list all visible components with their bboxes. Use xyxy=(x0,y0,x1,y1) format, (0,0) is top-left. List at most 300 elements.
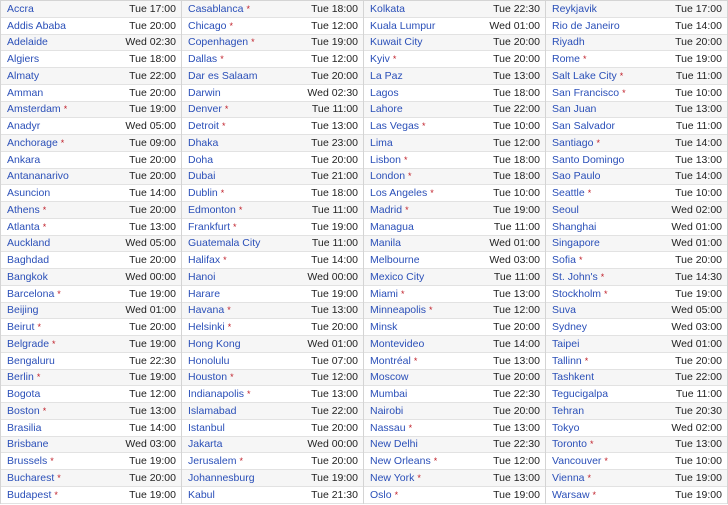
local-time: Tue 14:30 xyxy=(675,270,722,283)
city-link[interactable]: Accra xyxy=(7,2,34,15)
city-row xyxy=(182,420,363,437)
city-row xyxy=(182,202,363,219)
city-cell xyxy=(188,20,233,32)
city-link[interactable]: Islamabad xyxy=(188,404,237,417)
city-link[interactable]: Mumbai xyxy=(370,388,408,401)
city-row xyxy=(546,51,727,68)
local-time: Tue 12:00 xyxy=(311,19,358,32)
city-row xyxy=(364,487,545,504)
local-time: Tue 19:00 xyxy=(675,471,722,484)
dst-marker: * xyxy=(587,472,592,483)
city-cell xyxy=(370,405,403,417)
local-time: Tue 11:00 xyxy=(675,120,722,133)
city-link[interactable]: Tegucigalpa xyxy=(552,388,609,401)
city-cell xyxy=(7,489,58,501)
city-link[interactable]: Bangkok xyxy=(7,270,48,283)
city-link[interactable]: Tallinn xyxy=(552,354,582,367)
city-link[interactable]: Lisbon xyxy=(370,153,401,166)
dst-marker: * xyxy=(413,355,418,366)
city-link[interactable]: Beirut xyxy=(7,321,35,334)
dst-marker: * xyxy=(52,338,56,349)
city-link[interactable]: Asuncion xyxy=(7,187,51,200)
local-time: Tue 20:00 xyxy=(311,153,358,166)
city-row xyxy=(546,185,727,202)
city-link[interactable]: Los Angeles xyxy=(370,187,428,200)
city-row xyxy=(1,453,181,470)
local-time: Tue 20:00 xyxy=(129,254,176,267)
dst-marker: * xyxy=(422,121,426,132)
city-row xyxy=(182,386,363,403)
city-cell xyxy=(188,422,225,434)
city-cell xyxy=(188,237,260,249)
city-link[interactable]: San Salvador xyxy=(552,120,616,133)
city-link[interactable]: Lahore xyxy=(370,103,403,116)
city-link[interactable]: Bengaluru xyxy=(7,354,55,367)
city-row xyxy=(182,269,363,286)
local-time: Tue 11:00 xyxy=(493,220,540,233)
city-cell xyxy=(370,254,420,266)
city-link[interactable]: Brisbane xyxy=(7,438,49,451)
city-cell xyxy=(370,70,403,82)
city-link[interactable]: New York xyxy=(370,471,415,484)
city-link[interactable]: Tashkent xyxy=(552,371,595,384)
local-time: Wed 03:00 xyxy=(125,438,176,451)
city-link[interactable]: La Paz xyxy=(370,69,403,82)
city-link[interactable]: Rio de Janeiro xyxy=(552,19,620,32)
city-row xyxy=(1,18,181,35)
dst-marker: * xyxy=(417,472,421,483)
city-link[interactable]: Nassau xyxy=(370,421,406,434)
dst-marker: * xyxy=(408,422,413,433)
city-cell xyxy=(7,254,49,266)
city-link[interactable]: Moscow xyxy=(370,371,409,384)
city-link[interactable]: Copenhagen xyxy=(188,36,249,49)
city-cell xyxy=(370,355,417,367)
local-time: Tue 20:00 xyxy=(493,371,540,384)
city-link[interactable]: Salt Lake City xyxy=(552,69,617,82)
local-time: Tue 12:00 xyxy=(311,371,358,384)
city-row xyxy=(1,319,181,336)
city-link[interactable]: Montréal xyxy=(370,354,411,367)
city-link[interactable]: Frankfurt xyxy=(188,220,231,233)
city-row xyxy=(182,68,363,85)
city-link[interactable]: San Francisco xyxy=(552,86,620,99)
city-link[interactable]: Lagos xyxy=(370,86,399,99)
city-cell xyxy=(552,137,600,149)
dst-marker: * xyxy=(42,221,47,232)
local-time: Tue 14:00 xyxy=(129,421,176,434)
city-link[interactable]: Beijing xyxy=(7,304,39,317)
dst-marker: * xyxy=(36,372,41,383)
city-cell xyxy=(7,288,61,300)
city-row xyxy=(1,169,181,186)
city-cell xyxy=(188,3,250,15)
dst-marker: * xyxy=(578,255,583,266)
city-row xyxy=(546,152,727,169)
city-link[interactable]: Chicago xyxy=(188,19,227,32)
city-row xyxy=(182,118,363,135)
city-cell xyxy=(7,472,61,484)
city-cell xyxy=(552,355,588,367)
local-time: Tue 10:00 xyxy=(675,86,722,99)
local-time: Wed 01:00 xyxy=(307,337,358,350)
local-time: Tue 10:00 xyxy=(675,187,722,200)
city-cell xyxy=(370,120,426,132)
city-row xyxy=(364,303,545,320)
dst-marker: * xyxy=(37,322,41,333)
city-link[interactable]: Halifax xyxy=(188,254,221,267)
dst-marker: * xyxy=(251,37,255,48)
city-link[interactable]: New Delhi xyxy=(370,438,418,451)
local-time: Tue 20:00 xyxy=(311,421,358,434)
city-cell xyxy=(370,271,424,283)
city-cell xyxy=(7,304,39,316)
city-cell xyxy=(552,422,579,434)
city-link[interactable]: Miami xyxy=(370,287,398,300)
city-link[interactable]: Auckland xyxy=(7,237,51,250)
local-time: Tue 13:00 xyxy=(311,388,358,401)
city-cell xyxy=(188,338,241,350)
city-link[interactable]: Brasilia xyxy=(7,421,42,434)
city-link[interactable]: Managua xyxy=(370,220,414,233)
city-cell xyxy=(552,288,608,300)
city-link[interactable]: Seattle xyxy=(552,187,585,200)
city-cell xyxy=(188,254,227,266)
local-time: Tue 14:00 xyxy=(311,254,358,267)
city-link[interactable]: Tehran xyxy=(552,404,585,417)
city-row xyxy=(1,118,181,135)
city-row xyxy=(1,152,181,169)
local-time: Tue 19:00 xyxy=(675,53,722,66)
city-link[interactable]: Antananarivo xyxy=(7,170,69,183)
city-link[interactable]: Riyadh xyxy=(552,36,585,49)
city-row xyxy=(1,35,181,52)
city-cell xyxy=(188,87,221,99)
city-link[interactable]: Harare xyxy=(188,287,221,300)
city-link[interactable]: Las Vegas xyxy=(370,120,420,133)
city-row xyxy=(546,118,727,135)
city-link[interactable]: Jakarta xyxy=(188,438,223,451)
city-link[interactable]: Oslo xyxy=(370,488,392,501)
dst-marker: * xyxy=(227,305,231,316)
city-link[interactable]: Casablanca xyxy=(188,2,244,15)
city-cell xyxy=(7,120,40,132)
city-link[interactable]: Belgrade xyxy=(7,337,50,350)
city-cell xyxy=(188,304,231,316)
city-row xyxy=(1,403,181,420)
dst-marker: * xyxy=(57,288,61,299)
dst-marker: * xyxy=(224,104,229,115)
city-cell xyxy=(552,304,576,316)
local-time: Tue 22:00 xyxy=(675,371,722,384)
city-cell xyxy=(552,371,594,383)
city-row xyxy=(364,437,545,454)
city-row xyxy=(1,420,181,437)
city-link[interactable]: Santo Domingo xyxy=(552,153,625,166)
city-row xyxy=(182,236,363,253)
city-link[interactable]: Sydney xyxy=(552,321,588,334)
city-row xyxy=(364,420,545,437)
city-link[interactable]: Edmonton xyxy=(188,203,236,216)
city-cell xyxy=(7,187,50,199)
city-link[interactable]: Singapore xyxy=(552,237,600,250)
dst-marker: * xyxy=(592,489,597,500)
city-link[interactable]: Hong Kong xyxy=(188,337,241,350)
city-link[interactable]: Houston xyxy=(188,371,228,384)
city-link[interactable]: Montevideo xyxy=(370,337,425,350)
city-row xyxy=(364,118,545,135)
local-time: Tue 20:00 xyxy=(493,321,540,334)
city-row xyxy=(182,169,363,186)
city-link[interactable]: Berlin xyxy=(7,371,34,384)
city-row xyxy=(182,185,363,202)
city-row xyxy=(364,286,545,303)
city-link[interactable]: Budapest xyxy=(7,488,52,501)
city-cell xyxy=(188,388,251,400)
city-link[interactable]: San Juan xyxy=(552,103,597,116)
city-row xyxy=(1,236,181,253)
city-link[interactable]: Bogota xyxy=(7,388,41,401)
city-row xyxy=(546,35,727,52)
local-time: Tue 14:00 xyxy=(675,19,722,32)
city-link[interactable]: London xyxy=(370,170,406,183)
city-link[interactable]: Minneapolis xyxy=(370,304,427,317)
local-time: Tue 22:00 xyxy=(311,404,358,417)
city-link[interactable]: Amman xyxy=(7,86,44,99)
city-cell xyxy=(188,137,218,149)
city-link[interactable]: New Orleans xyxy=(370,455,431,468)
city-link[interactable]: Warsaw xyxy=(552,488,590,501)
city-row xyxy=(364,219,545,236)
city-row xyxy=(1,437,181,454)
city-link[interactable]: Tokyo xyxy=(552,421,580,434)
city-cell xyxy=(7,70,39,82)
local-time: Tue 12:00 xyxy=(493,455,540,468)
local-time: Wed 00:00 xyxy=(307,438,358,451)
city-link[interactable]: Doha xyxy=(188,153,214,166)
dst-marker: * xyxy=(403,154,408,165)
city-cell xyxy=(7,137,64,149)
city-row xyxy=(364,202,545,219)
city-link[interactable]: Vancouver xyxy=(552,455,602,468)
city-link[interactable]: Kyiv xyxy=(370,53,390,66)
city-row xyxy=(182,286,363,303)
city-cell xyxy=(7,405,46,417)
city-link[interactable]: Denver xyxy=(188,103,222,116)
dst-marker: * xyxy=(408,171,412,182)
city-link[interactable]: Vienna xyxy=(552,471,585,484)
city-link[interactable]: Istanbul xyxy=(188,421,225,434)
city-row xyxy=(546,102,727,119)
city-cell xyxy=(188,288,220,300)
local-time: Tue 10:00 xyxy=(675,455,722,468)
city-row xyxy=(182,470,363,487)
city-row xyxy=(546,303,727,320)
city-row xyxy=(1,353,181,370)
city-link[interactable]: Lima xyxy=(370,136,393,149)
local-time: Wed 00:00 xyxy=(125,270,176,283)
local-time: Wed 02:30 xyxy=(125,36,176,49)
city-row xyxy=(182,102,363,119)
local-time: Tue 13:00 xyxy=(311,304,358,317)
dst-marker: * xyxy=(220,188,225,199)
city-cell xyxy=(7,422,41,434)
city-link[interactable]: Dhaka xyxy=(188,136,219,149)
city-row xyxy=(1,269,181,286)
city-link[interactable]: Seoul xyxy=(552,203,579,216)
local-time: Tue 19:00 xyxy=(129,371,176,384)
city-link[interactable]: Algiers xyxy=(7,53,40,66)
city-cell xyxy=(188,120,225,132)
city-cell xyxy=(7,271,48,283)
city-cell xyxy=(370,438,418,450)
city-row xyxy=(1,487,181,504)
city-cell xyxy=(370,489,398,501)
city-row xyxy=(546,487,727,504)
city-link[interactable]: Sofia xyxy=(552,254,576,267)
city-link[interactable]: Helsinki xyxy=(188,321,225,334)
city-link[interactable]: Kolkata xyxy=(370,2,406,15)
city-link[interactable]: Honolulu xyxy=(188,354,230,367)
local-time: Tue 11:00 xyxy=(311,237,358,250)
city-link[interactable]: Nairobi xyxy=(370,404,404,417)
dst-marker: * xyxy=(401,288,405,299)
city-link[interactable]: Johannesburg xyxy=(188,471,255,484)
city-row xyxy=(364,453,545,470)
city-row xyxy=(1,102,181,119)
city-link[interactable]: Detroit xyxy=(188,120,219,133)
city-cell xyxy=(370,3,405,15)
city-link[interactable]: Anchorage xyxy=(7,136,58,149)
dst-marker: * xyxy=(604,456,608,467)
local-time: Tue 20:00 xyxy=(675,36,722,49)
dst-marker: * xyxy=(42,405,47,416)
local-time: Tue 11:00 xyxy=(311,203,358,216)
city-link[interactable]: St. John's xyxy=(552,270,598,283)
dst-marker: * xyxy=(584,355,589,366)
city-link[interactable]: Amsterdam xyxy=(7,103,61,116)
city-link[interactable]: Anadyr xyxy=(7,120,41,133)
dst-marker: * xyxy=(583,54,587,65)
city-link[interactable]: Adelaide xyxy=(7,36,48,49)
dst-marker: * xyxy=(233,221,237,232)
city-cell xyxy=(7,204,46,216)
city-link[interactable]: Dubai xyxy=(188,170,216,183)
city-link[interactable]: Shanghai xyxy=(552,220,597,233)
city-cell xyxy=(370,472,421,484)
city-link[interactable]: Atlanta xyxy=(7,220,40,233)
city-cell xyxy=(188,438,222,450)
city-link[interactable]: Ankara xyxy=(7,153,41,166)
city-link[interactable]: Bucharest xyxy=(7,471,55,484)
city-link[interactable]: Baghdad xyxy=(7,254,50,267)
city-row xyxy=(364,403,545,420)
city-row xyxy=(364,51,545,68)
city-link[interactable]: Darwin xyxy=(188,86,221,99)
city-link[interactable]: Suva xyxy=(552,304,576,317)
city-cell xyxy=(7,355,55,367)
city-row xyxy=(182,487,363,504)
city-link[interactable]: Indianapolis xyxy=(188,388,245,401)
local-time: Tue 19:00 xyxy=(311,471,358,484)
city-cell xyxy=(552,3,597,15)
city-cell xyxy=(552,221,596,233)
city-link[interactable]: Boston xyxy=(7,404,40,417)
city-link[interactable]: Reykjavik xyxy=(552,2,597,15)
city-link[interactable]: Kabul xyxy=(188,488,215,501)
dst-marker: * xyxy=(221,121,226,132)
city-link[interactable]: Athens xyxy=(7,203,40,216)
city-row xyxy=(182,336,363,353)
city-row xyxy=(364,370,545,387)
city-cell xyxy=(552,70,623,82)
city-link[interactable]: Dublin xyxy=(188,187,218,200)
dst-marker: * xyxy=(60,137,65,148)
local-time: Tue 07:00 xyxy=(311,354,358,367)
city-cell xyxy=(7,36,48,48)
city-cell xyxy=(370,170,412,182)
city-cell xyxy=(370,154,407,166)
city-link[interactable]: Melbourne xyxy=(370,254,420,267)
city-cell xyxy=(7,170,69,182)
city-link[interactable]: Manila xyxy=(370,237,401,250)
city-row xyxy=(364,18,545,35)
city-cell xyxy=(370,422,412,434)
local-time: Tue 20:00 xyxy=(129,153,176,166)
city-link[interactable]: Santiago xyxy=(552,136,594,149)
dst-marker: * xyxy=(392,54,397,65)
city-link[interactable]: Almaty xyxy=(7,69,40,82)
city-cell xyxy=(188,36,255,48)
city-cell xyxy=(188,355,229,367)
local-time: Tue 18:00 xyxy=(493,170,540,183)
city-link[interactable]: Kuwait City xyxy=(370,36,423,49)
city-link[interactable]: Guatemala City xyxy=(188,237,261,250)
city-link[interactable]: Minsk xyxy=(370,321,398,334)
city-link[interactable]: Mexico City xyxy=(370,270,425,283)
city-link[interactable]: Havana xyxy=(188,304,225,317)
city-link[interactable]: Taipei xyxy=(552,337,580,350)
city-row xyxy=(546,252,727,269)
city-cell xyxy=(552,237,600,249)
city-link[interactable]: Addis Ababa xyxy=(7,19,66,32)
city-row xyxy=(182,219,363,236)
city-link[interactable]: Stockholm xyxy=(552,287,602,300)
city-link[interactable]: Kuala Lumpur xyxy=(370,19,436,32)
city-link[interactable]: Toronto xyxy=(552,438,588,451)
local-time: Tue 19:00 xyxy=(675,488,722,501)
city-link[interactable]: Barcelona xyxy=(7,287,55,300)
city-link[interactable]: Jerusalem xyxy=(188,455,237,468)
local-time: Wed 03:00 xyxy=(671,321,722,334)
local-time: Tue 21:30 xyxy=(311,488,358,501)
city-link[interactable]: Rome xyxy=(552,53,581,66)
dst-marker: * xyxy=(622,87,626,98)
local-time: Tue 11:00 xyxy=(675,388,722,401)
city-row xyxy=(182,353,363,370)
city-row xyxy=(364,169,545,186)
city-link[interactable]: Sao Paulo xyxy=(552,170,601,183)
city-link[interactable]: Madrid xyxy=(370,203,403,216)
city-row xyxy=(546,336,727,353)
city-link[interactable]: Dallas xyxy=(188,53,218,66)
city-link[interactable]: Hanoi xyxy=(188,270,216,283)
city-cell xyxy=(552,388,608,400)
local-time: Tue 14:00 xyxy=(675,170,722,183)
city-link[interactable]: Brussels xyxy=(7,455,48,468)
city-row xyxy=(182,35,363,52)
city-link[interactable]: Dar es Salaam xyxy=(188,69,258,82)
